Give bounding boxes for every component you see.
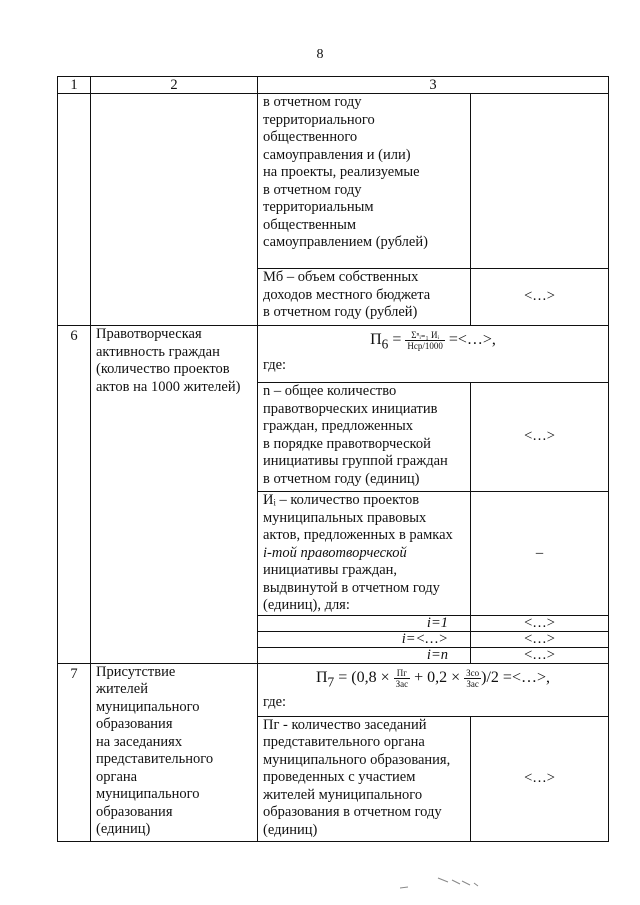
table-row <box>58 663 609 716</box>
formula-p6: $П_6$ = $\frac{\text{Σⁿᵢ₌₁ Иᵢ}}{\text{Нср/1000}}$ =<…>, где: <box>258 326 609 383</box>
formula-p7: $П_7 = (0,8$ × $\frac{Пг}{\text{Зас}}$ + 0,2 × $\frac{\text{Зсо}}{\text{Зас}}$ )/2 =<…>, где: <box>258 663 609 716</box>
formula-fraction: $\frac{\text{Зсо}}{\text{Зас}}$ <box>466 667 480 689</box>
mb-description: Мб – объем собственных доходов местного бюджета в отчетном году (рублей) <box>258 269 471 326</box>
n-value: <…> <box>471 383 609 492</box>
formula-fraction: $\frac{Пг}{\text{Зас}}$ <box>395 667 409 689</box>
where-label: где: <box>263 694 287 711</box>
sub-row-label: i=<…> <box>258 631 471 647</box>
i-value: – <box>471 492 609 616</box>
sub-row-value: <…> <box>471 647 609 663</box>
scan-noise-marks <box>400 868 510 892</box>
table-header-row <box>58 77 609 94</box>
n-description: n – общее количество правотворческих инициатив граждан, предложенных в порядке правотворческой инициативы группой граждан в отчетном году (единиц) <box>258 383 471 492</box>
pg-value: <…> <box>471 716 609 841</box>
sub-row-label: i=n <box>258 647 471 663</box>
sub-row-value: <…> <box>471 631 609 647</box>
mb-value: <…> <box>471 269 609 326</box>
row-number: 7 <box>58 663 91 841</box>
page-number: 8 <box>316 47 324 62</box>
sub-row-value: <…> <box>471 615 609 631</box>
where-label: где: <box>263 356 287 373</box>
i-description: Иᵢ – количество проектов муниципальных правовых актов, предложенных в рамках i-той правотворческой инициативы граждан, выдвинутой в отчетном году (единиц), для: <box>258 492 471 616</box>
pg-description: Пг - количество заседаний представительного органа муниципального образования, проведенных с участием жителей муниципального образования в отчетном году (единиц) <box>258 716 471 841</box>
continuation-description: в отчетном году территориального общественного самоуправления и (или) на проекты, реализуемые в отчетном году территориальным общественным самоуправлением (рублей) <box>258 94 471 269</box>
header-col-3: 3 <box>258 77 609 94</box>
table-row <box>58 326 609 383</box>
table-row <box>58 94 609 269</box>
header-col-1: 1 <box>58 77 91 94</box>
indicator-name: Правотворческая активность граждан (количество проектов актов на 1000 жителей) <box>91 326 258 664</box>
sub-row-label: i=1 <box>258 615 471 631</box>
indicator-table <box>57 76 609 842</box>
row-number: 6 <box>58 326 91 664</box>
formula-fraction: $\frac{\text{Σⁿᵢ₌₁ Иᵢ}}{\text{Нср/1000}}$ <box>407 330 443 351</box>
header-col-2: 2 <box>91 77 258 94</box>
indicator-name: Присутствие жителей муниципального образования на заседаниях представительного органа муниципального образования (единиц) <box>91 663 258 841</box>
